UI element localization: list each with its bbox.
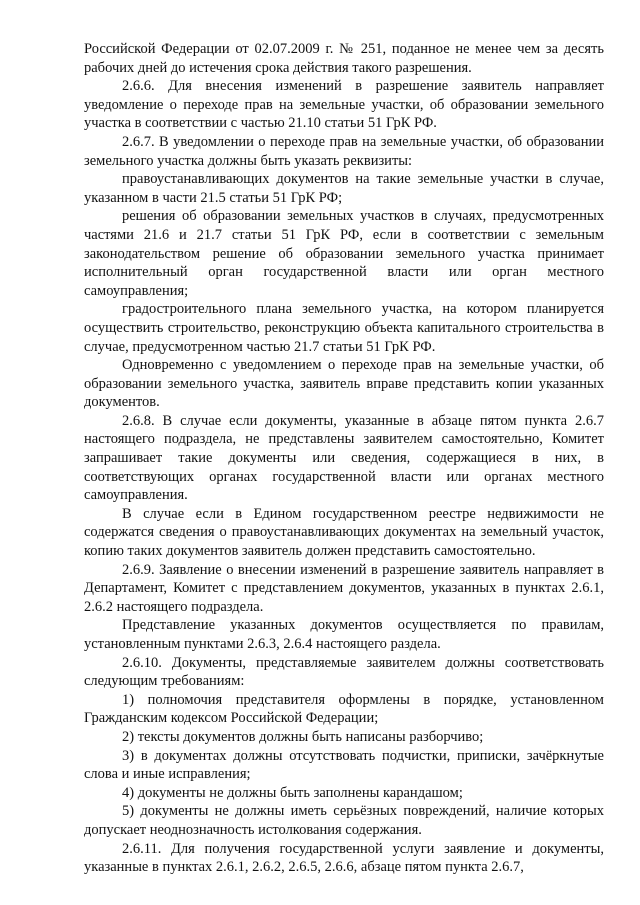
requirement-item-1: 1) полномочия представителя оформлены в порядке, установленном Гражданским кодексом Российской Федерации; [84, 691, 604, 727]
paragraph-formation-decisions: решения об образовании земельных участков в случаях, предусмотренных частями 21.6 и 21.7 статьи 51 ГрК РФ, если в соответствии с земельным законодательством решение об образовании земельного участка принимает исполнительный орган государственной власти или орган местного самоуправления; [84, 208, 604, 299]
paragraph-title-documents: правоустанавливающих документов на такие земельные участки в случае, указанном в части 21.5 статьи 51 ГрК РФ; [84, 171, 604, 206]
requirement-item-2: 2) тексты документов должны быть написаны разборчиво; [122, 728, 484, 745]
paragraph-urban-plan: градостроительного плана земельного участка, на котором планируется осуществить строительство, реконструкцию объекта капитального строительства в случае, предусмотренном частью 21.7 статьи 51 ГрК РФ. [84, 301, 604, 355]
paragraph-2-6-8: 2.6.8. В случае если документы, указанные в абзаце пятом пункта 2.6.7 настоящего подраздела, не представлены заявителем самостоятельно, Комитет запрашивает такие документы или сведения, содержащиеся в них, в соответствующих органах государственной власти или органах местного самоуправления. [84, 412, 604, 504]
paragraph-submission-rules: Представление указанных документов осуществляется по правилам, установленным пунктами 2.6.3, 2.6.4 настоящего раздела. [84, 617, 604, 652]
requirement-item-3: 3) в документах должны отсутствовать подчистки, приписки, зачёркнутые слова и иные исправления; [84, 747, 604, 783]
paragraph-registry: В случае если в Едином государственном реестре недвижимости не содержатся сведения о правоустанавливающих документах на земельный участок, копию таких документов заявитель должен представить самостоятельно. [84, 505, 604, 560]
paragraph-2-6-10: 2.6.10. Документы, представляемые заявителем должны соответствовать следующим требованиям: [84, 654, 604, 690]
paragraph-2-6-9: 2.6.9. Заявление о внесении изменений в разрешение заявитель направляет в Департамент, Комитет с представлением документов, указанных в пунктах 2.6.1, 2.6.2 настоящего подраздела. [84, 561, 604, 615]
requirement-item-4: 4) документы не должны быть заполнены карандашом; [122, 784, 463, 801]
requirement-item-5: 5) документы не должны иметь серьёзных повреждений, наличие которых допускает неоднозначность истолкования содержания. [84, 803, 604, 838]
document-page [84, 40, 604, 877]
paragraph-2-6-7: 2.6.7. В уведомлении о переходе прав на земельные участки, об образовании земельного участка должны быть указать реквизиты: [84, 133, 604, 169]
paragraph-2-6-6: 2.6.6. Для внесения изменений в разрешение заявитель направляет уведомление о переходе прав на земельные участки, об образовании земельного участка в соответствии с частью 21.10 статьи 51 ГрК РФ. [84, 78, 604, 132]
paragraph-continuation: Российской Федерации от 02.07.2009 г. № 251, поданное не менее чем за десять рабочих дней до истечения срока действия такого разрешения. [84, 41, 604, 76]
paragraph-copies: Одновременно с уведомлением о переходе прав на земельные участки, об образовании земельного участка, заявитель вправе представить копии указанных документов. [84, 357, 604, 411]
paragraph-2-6-11: 2.6.11. Для получения государственной услуги заявление и документы, указанные в пунктах 2.6.1, 2.6.2, 2.6.5, 2.6.6, абзаце пятом пункта 2.6.7, [84, 840, 604, 876]
